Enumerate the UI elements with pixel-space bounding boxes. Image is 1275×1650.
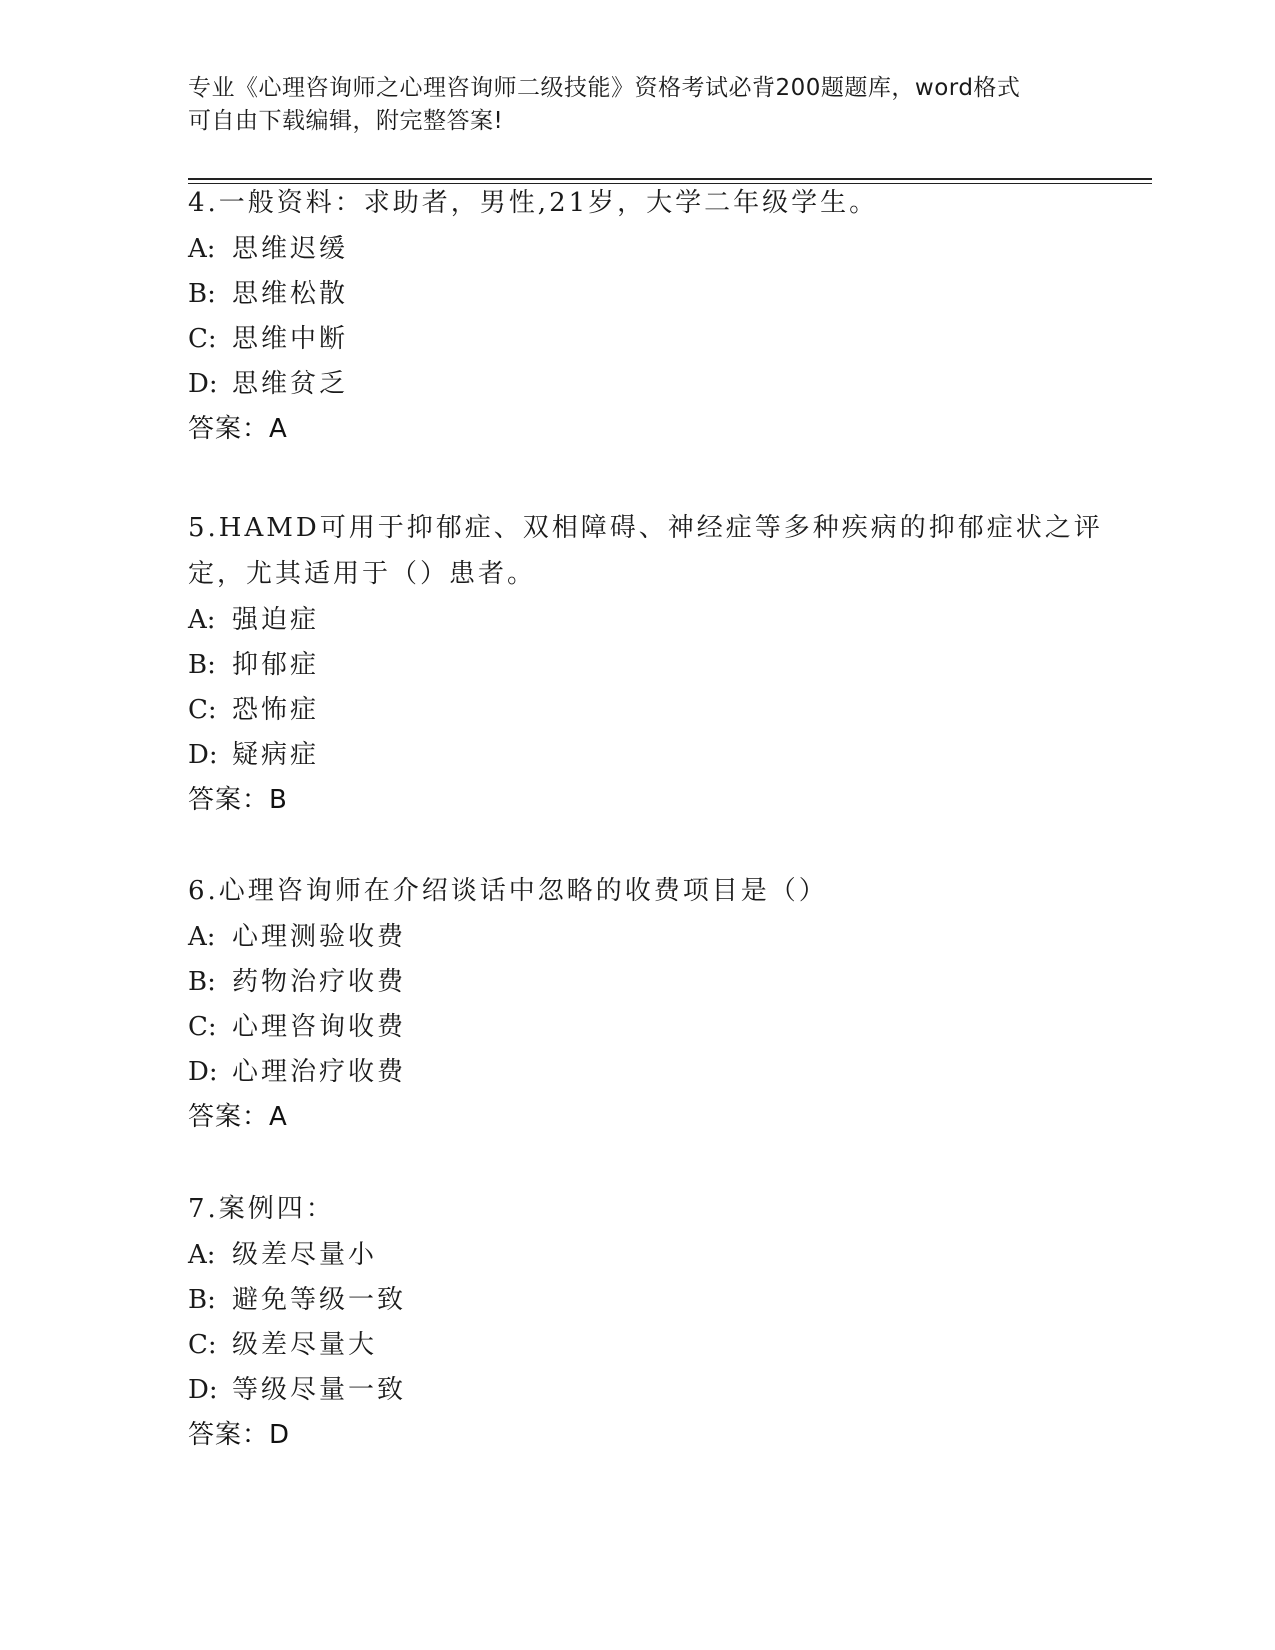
question-stem-line: 4.一般资料：求助者，男性,21岁，大学二年级学生。 xyxy=(188,188,879,218)
option-letter: D: xyxy=(188,740,218,770)
option-text: 恐怖症 xyxy=(232,695,320,725)
option-text: 级差尽量小 xyxy=(232,1240,378,1270)
question-stem xyxy=(188,1186,1088,1232)
option-letter: B: xyxy=(188,650,216,680)
option-text: 级差尽量大 xyxy=(232,1330,378,1360)
option-text: 等级尽量一致 xyxy=(232,1375,407,1405)
answer-label: 答案： xyxy=(188,785,270,815)
option-letter: C: xyxy=(188,1012,217,1042)
option-letter: C: xyxy=(188,324,217,354)
option-letter: A: xyxy=(188,605,216,635)
option-b xyxy=(188,1277,1088,1322)
option-c xyxy=(188,1322,1088,1367)
option-text: 思维贫乏 xyxy=(232,369,349,399)
option-letter: B: xyxy=(188,279,216,309)
option-text: 思维中断 xyxy=(232,324,349,354)
answer-line xyxy=(188,406,1088,452)
option-letter: A: xyxy=(188,234,216,264)
option-letter: D: xyxy=(188,369,218,399)
question-4 xyxy=(188,180,1088,452)
question-7 xyxy=(188,1186,1088,1458)
option-a xyxy=(188,597,1088,642)
question-stem xyxy=(188,868,1088,914)
option-text: 心理咨询收费 xyxy=(232,1012,407,1042)
option-letter: A: xyxy=(188,922,216,952)
option-d xyxy=(188,732,1088,777)
option-text: 思维迟缓 xyxy=(232,234,349,264)
option-letter: C: xyxy=(188,1330,217,1360)
option-text: 疑病症 xyxy=(232,740,320,770)
question-stem-line: 6.心理咨询师在介绍谈话中忽略的收费项目是（） xyxy=(188,876,828,906)
option-text: 药物治疗收费 xyxy=(232,967,407,997)
option-d xyxy=(188,1367,1088,1412)
question-stem-line: 定，尤其适用于（）患者。 xyxy=(188,559,537,589)
answer-label: 答案： xyxy=(188,1102,270,1132)
option-b xyxy=(188,959,1088,1004)
option-text: 避免等级一致 xyxy=(232,1285,407,1315)
option-letter: B: xyxy=(188,967,216,997)
question-stem xyxy=(188,505,1103,597)
option-d xyxy=(188,1049,1088,1094)
option-d xyxy=(188,361,1088,406)
option-text: 思维松散 xyxy=(232,279,349,309)
question-stem-line: 5.HAMD可用于抑郁症、双相障碍、神经症等多种疾病的抑郁症状之评 xyxy=(188,513,1103,543)
option-text: 心理测验收费 xyxy=(232,922,407,952)
option-a xyxy=(188,1232,1088,1277)
answer-line xyxy=(188,1412,1088,1458)
answer-value: D xyxy=(269,1420,290,1450)
question-5 xyxy=(188,505,1103,823)
answer-value: A xyxy=(269,1102,287,1132)
option-b xyxy=(188,642,1088,687)
question-6 xyxy=(188,868,1088,1140)
option-letter: D: xyxy=(188,1375,218,1405)
option-text: 抑郁症 xyxy=(232,650,320,680)
option-letter: B: xyxy=(188,1285,216,1315)
answer-value: A xyxy=(269,414,287,444)
option-letter: D: xyxy=(188,1057,218,1087)
option-text: 心理治疗收费 xyxy=(232,1057,407,1087)
option-c xyxy=(188,316,1088,361)
answer-label: 答案： xyxy=(188,1420,270,1450)
option-letter: C: xyxy=(188,695,217,725)
document-header xyxy=(188,72,1088,138)
option-c xyxy=(188,687,1088,732)
answer-label: 答案： xyxy=(188,414,270,444)
option-a xyxy=(188,914,1088,959)
answer-value: B xyxy=(269,785,287,815)
question-stem-line: 7.案例四： xyxy=(188,1194,335,1224)
header-title-line-1: 专业《心理咨询师之心理咨询师二级技能》资格考试必背200题题库，word格式 xyxy=(188,75,1021,101)
option-text: 强迫症 xyxy=(232,605,320,635)
answer-line xyxy=(188,1094,1088,1140)
question-stem xyxy=(188,180,1088,226)
option-b xyxy=(188,271,1088,316)
answer-line xyxy=(188,777,1088,823)
option-c xyxy=(188,1004,1088,1049)
option-a xyxy=(188,226,1088,271)
option-letter: A: xyxy=(188,1240,216,1270)
header-title-line-2: 可自由下载编辑，附完整答案! xyxy=(188,108,504,134)
